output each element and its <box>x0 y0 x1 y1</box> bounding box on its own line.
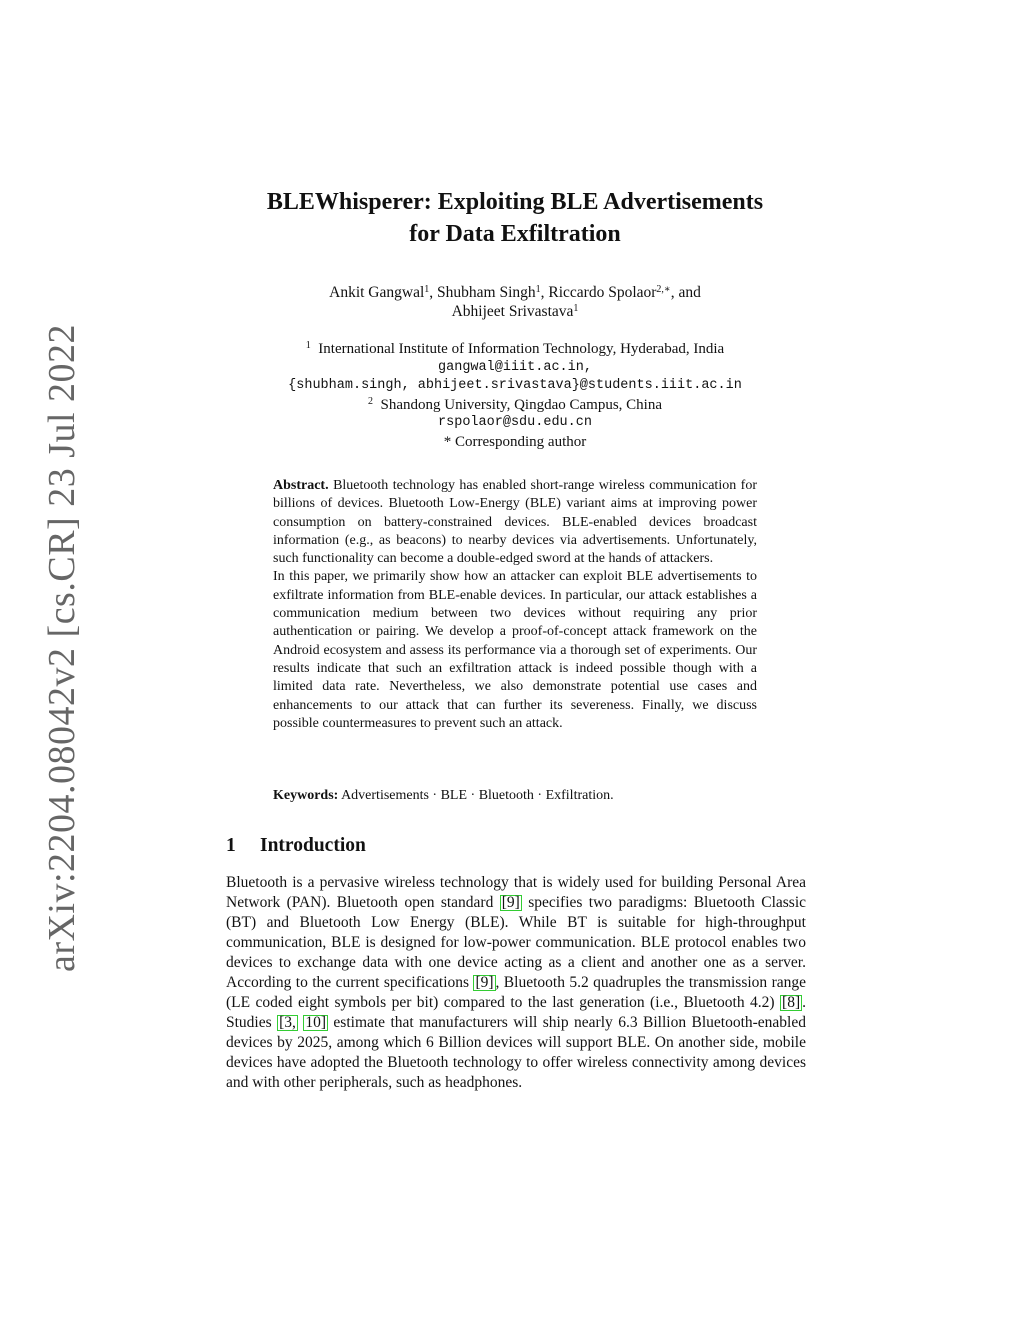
keywords-text: Advertisements · BLE · Bluetooth · Exfiltration. <box>341 788 614 803</box>
affiliation-name: Shandong University, Qingdao Campus, China <box>380 396 662 413</box>
author-affil-mark: 1 <box>424 284 430 295</box>
author-name: Shubham Singh <box>437 284 536 301</box>
body-text: Bluetooth is a pervasive wireless technology that is widely used for building Personal Area Network (PAN). Bluetooth open standard <box>226 874 806 911</box>
keywords <box>273 787 757 805</box>
title-line-1: BLEWhisperer: Exploiting BLE Advertisements <box>266 189 764 215</box>
title-line-2: for Data Exfiltration <box>409 221 621 247</box>
section-number: 1 <box>226 835 236 856</box>
abstract <box>273 477 757 733</box>
author-name: Riccardo Spolaor <box>548 284 657 301</box>
abstract-paragraph: In this paper, we primarily show how an attacker can exploit BLE advertisements to exfiltrate information from BLE-enable devices. In particular, our attack establishes a communication medium between two devices without requiring any prior authentication or pairing. We develop a proof-of-concept attack framework on the Android ecosystem and assess its performance via a thorough set of experiments. Our results indicate that such an exfiltration attack is indeed possible though with a limited data rate. Nevertheless, we also demonstrate potential use cases and enhancements to our attack that can further its severeness. Finally, we discuss possible countermeasures to prevent such an attack. <box>273 569 757 731</box>
author-line-1: Ankit Gangwal$^1$, Shubham Singh$^1$, Riccardo Spolaor$^{2,∗}$, and <box>329 284 701 301</box>
section-heading <box>226 832 366 860</box>
citation-link[interactable]: [8] <box>782 994 801 1011</box>
body-text: , Bluetooth 5.2 quadruples the transmission range (LE coded eight symbols per bit) compared to the last generation (i.e., Bluetooth 4.2) <box>226 974 806 1011</box>
author-name: Abhijeet Srivastava <box>451 303 574 320</box>
paper-title <box>200 186 830 250</box>
author-name: Ankit Gangwal <box>329 284 425 301</box>
intro-paragraph <box>226 873 806 1093</box>
citation-link[interactable]: [3, <box>279 1014 296 1031</box>
citation-link[interactable]: [9] <box>501 894 520 911</box>
affiliations <box>200 340 830 451</box>
abstract-label: Abstract. <box>273 478 329 493</box>
author-line-2 <box>200 302 830 321</box>
corresponding-author-note: * Corresponding author <box>443 433 587 450</box>
abstract-paragraph <box>273 477 757 568</box>
author-affil-mark: 1 <box>573 303 579 314</box>
affil-mark: 2 <box>367 395 373 407</box>
affil-mark: 1 <box>305 340 311 351</box>
arxiv-identifier: arXiv:2204.08042v2 [cs.CR] 23 Jul 2022 <box>41 323 83 973</box>
body-text: . Studies <box>226 994 806 1031</box>
body-text: specifies two paradigms: Bluetooth Classic (BT) and Bluetooth Low Energy (BLE). While BT is suitable for high-throughput communication, BLE is designed for low-power communication. BLE protocol enables two devices to exchange data with one device acting as a client and another one as a server. According to the current specifications <box>226 894 807 991</box>
body-text: estimate that manufacturers will ship nearly 6.3 Billion Bluetooth-enabled devices by 2025, among which 6 Billion devices will support BLE. On another side, mobile devices have adopted the Bluetooth technology to offer wireless connectivity among devices and with other peripherals, such as headphones. <box>226 1014 806 1091</box>
author-conjunction: , and <box>670 284 701 301</box>
citation-link[interactable]: [9] <box>475 974 494 991</box>
author-affil-mark: 1 <box>535 284 541 295</box>
affiliation-email: rspolaor@sdu.edu.cn <box>438 415 592 430</box>
citation-link[interactable]: 10] <box>305 1014 326 1031</box>
affiliation-1 <box>200 340 830 359</box>
section-title: Introduction <box>260 835 366 856</box>
affiliation-name: International Institute of Information Technology, Hyderabad, India <box>318 341 725 357</box>
abstract-text: Bluetooth technology has enabled short-range wireless communication for billions of devices. Bluetooth Low-Energy (BLE) variant aims at improving power consumption on battery-constrained devices. BLE-enabled devices broadcast information (e.g., as beacons) to nearby devices via advertisements. Unfortunately, such functionality can become a double-edged sword at the hands of attackers. <box>273 478 757 567</box>
affiliation-2 <box>200 396 830 415</box>
author-affil-mark: 2,∗ <box>656 284 671 295</box>
author-list <box>200 283 830 321</box>
affiliation-email: gangwal@iiit.ac.in, <box>438 359 592 375</box>
affiliation-email: {shubham.singh, abhijeet.srivastava}@students.iiit.ac.in <box>288 378 742 393</box>
keywords-label: Keywords: <box>273 788 339 803</box>
